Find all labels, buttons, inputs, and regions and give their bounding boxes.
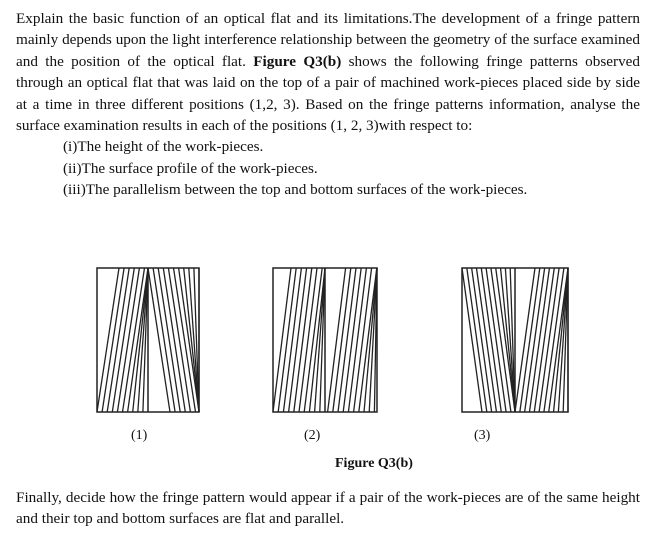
figure-title: Figure Q3(b) [335, 456, 413, 471]
intro-continuation: shows the following fringe patterns observed through an optical flat that was laid on the top of a pair of machined work-pieces placed side by side at a time in three different positions (1,2, 3). Based on the fringe patterns information, analyse the surface examination results in each of the positions (1, 2, 3)with respect to: [16, 52, 641, 135]
fringe-line [299, 268, 317, 412]
fringe-line [558, 268, 568, 412]
fringe-pattern-figure [0, 258, 657, 418]
fringe-line [278, 268, 296, 412]
question-text [16, 8, 640, 201]
fringe-line [283, 268, 301, 412]
caption-3: (3) [474, 428, 491, 443]
fringe-line [333, 268, 351, 412]
fringe-line [273, 268, 291, 412]
figure-reference: Figure Q3(b) [253, 52, 342, 70]
fringe-line [294, 268, 312, 412]
item-height: (i)The height of the work-pieces. [63, 138, 264, 156]
caption-1: (1) [131, 428, 148, 443]
fringe-line [348, 268, 366, 412]
final-question: Finally, decide how the fringe pattern would appear if a pair of the work-pieces are of the same height and their top and bottom surfaces are flat and parallel. [16, 489, 640, 528]
fringe-line [359, 268, 377, 412]
fringe-line [138, 268, 148, 412]
caption-2: (2) [304, 428, 321, 443]
fringe-line [354, 268, 372, 412]
fringe-line [338, 268, 356, 412]
fringe-line [505, 268, 515, 412]
panel-3 [462, 268, 568, 412]
fringe-line [343, 268, 361, 412]
fringe-line [328, 268, 346, 412]
fringe-line [289, 268, 307, 412]
panel-1 [97, 268, 199, 412]
intro-text: Explain the basic function of an optical flat and its limitations.The development of a fringe pattern mainly depends upon the light interference relationship between the geometry of the surface examined and the position of the optical flat. [16, 10, 640, 70]
fringe-line [189, 268, 199, 412]
item-surface-profile: (ii)The surface profile of the work-pieces. [63, 159, 318, 177]
question-paragraph [16, 8, 640, 136]
panel-2 [273, 268, 377, 412]
item-parallelism: (iii)The parallelism between the top and bottom surfaces of the work-pieces. [63, 181, 528, 199]
